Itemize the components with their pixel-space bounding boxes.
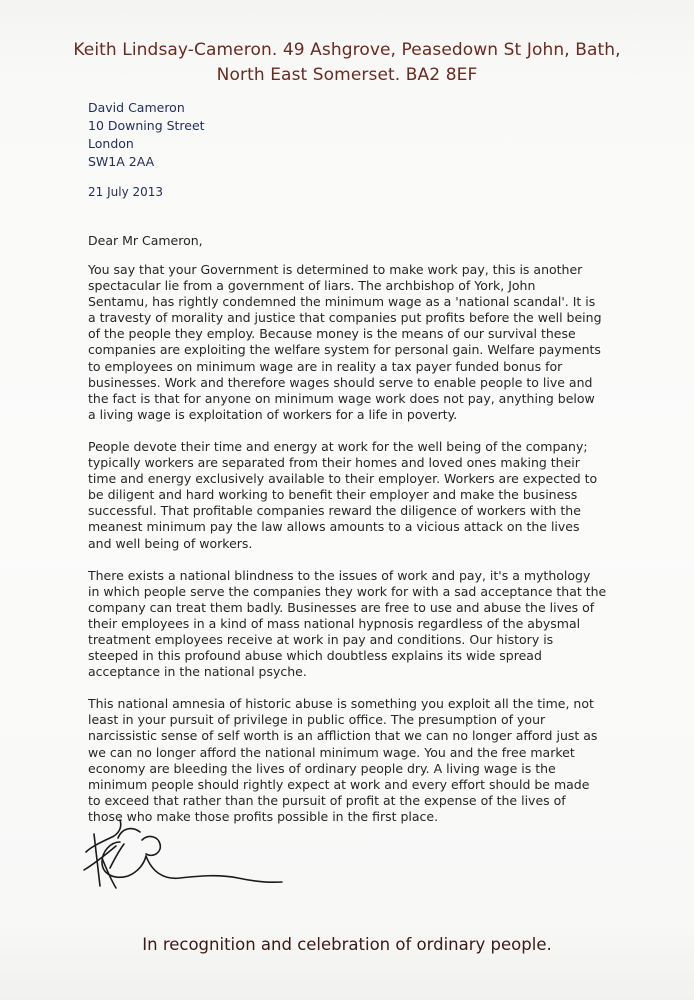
body-line: be diligent and hard working to benefit their employer and make the business [88,487,578,503]
recipient-name: David Cameron [88,100,185,115]
letter-date: 21 July 2013 [88,185,164,199]
recipient-city: London [88,136,134,151]
body-line: spectacular lie from a government of liars. The archbishop of York, John [88,278,536,294]
body-line: a travesty of morality and justice that companies put profits before the well being [88,310,602,326]
body-line: their employees in a kind of mass national hypnosis regardless of the abysmal [88,615,581,631]
body-line: least in your pursuit of privilege in public office. The presumption of your [88,712,546,728]
body-paragraph [88,262,628,423]
body-line: to employees on minimum wage are in reality a tax payer funded bonus for [88,358,563,374]
body-line: economy are bleeding the lives of ordinary people dry. A living wage is the [88,760,556,776]
body-line: narcissistic sense of self worth is an affliction that we can no longer afford just as [88,728,598,744]
body-line: successful. That profitable companies reward the diligence of workers with the [88,503,581,519]
recipient-postcode: SW1A 2AA [88,154,155,169]
body-paragraph [88,696,628,825]
body-line: steeped in this profound abuse which doubtless explains its wide spread [88,648,542,664]
body-paragraph [88,439,628,552]
letterhead-line-1: Keith Lindsay-Cameron. 49 Ashgrove, Peasedown St John, Bath, [73,40,621,60]
body-line: we can no longer afford the national minimum wage. You and the free market [88,744,575,760]
body-line: companies are exploiting the welfare system for personal gain. Welfare payments [88,342,601,358]
handwritten-signature [80,812,290,902]
body-line: Sentamu, has rightly condemned the minimum wage as a 'national scandal'. It is [88,294,596,310]
body-line: acceptance in the national psyche. [88,664,307,680]
body-line: time and energy exclusively available to their employer. Workers are expected to [88,471,598,487]
body-line: of the people they employ. Because money is the means of our survival these [88,326,576,342]
body-paragraph [88,568,628,681]
body-line: typically workers are separated from their homes and loved ones making their [88,455,580,471]
body-line: You say that your Government is determined to make work pay, this is another [88,262,583,277]
letterhead-line-2: North East Somerset. BA2 8EF [216,65,478,85]
footer-tagline: In recognition and celebration of ordinary people. [142,935,552,954]
body-line: company can treat them badly. Businesses are free to use and abuse the lives of [88,599,595,615]
body-line: This national amnesia of historic abuse is something you exploit all the time, not [88,696,594,712]
body-line: treatment employees receive at work in pay and conditions. Our history is [88,631,554,647]
body-line: There exists a national blindness to the issues of work and pay, it's a mythology [88,567,591,583]
body-line: the fact is that for anyone on minimum wage work does not pay, anything below [88,390,595,406]
body-line: People devote their time and energy at work for the well being of the company; [88,438,588,454]
recipient-street: 10 Downing Street [88,118,205,133]
body-line: to exceed that rather than the pursuit of profit at the expense of the lives of [88,792,566,808]
salutation: Dear Mr Cameron, [88,233,203,248]
body-line: and well being of workers. [88,535,253,551]
body-line: those who make those profits possible in the first place. [88,808,439,824]
body-line: in which people serve the companies they work for with a sad acceptance that the [88,583,607,599]
body-line: minimum people should rightly expect at work and every effort should be made [88,776,590,792]
recipient-address [88,99,205,171]
body-line: a living wage is exploitation of workers for a life in poverty. [88,406,458,422]
letterhead [0,38,694,88]
letter-body [88,262,628,841]
body-line: businesses. Work and therefore wages should serve to enable people to live and [88,374,593,390]
body-line: meanest minimum pay the law allows amounts to a vicious attack on the lives [88,519,580,535]
